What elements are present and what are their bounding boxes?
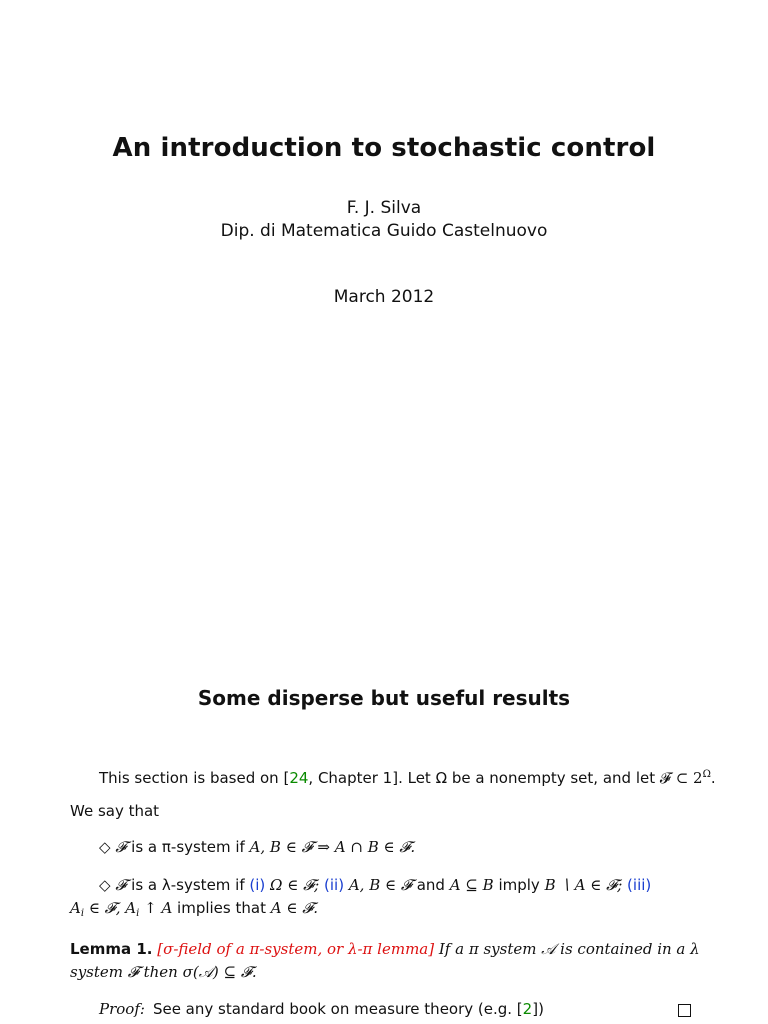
intro-sup: Ω: [702, 769, 711, 780]
list-item-pi-system: [99, 837, 415, 857]
item-math: A, B ∈ 𝓕 ⇒ A ∩ B ∈ 𝓕.: [249, 838, 416, 856]
list-item-lambda-system: [99, 875, 651, 895]
math-i: Ω ∈ 𝓕;: [265, 876, 325, 894]
math-sub-1: i: [80, 908, 85, 919]
math-iii-3: ↑ A: [139, 899, 173, 917]
author: F. J. Silva: [346, 198, 422, 218]
math-iii-1: A: [70, 899, 81, 917]
diamond-bullet-icon: ◇: [99, 838, 111, 856]
lemma-label: Lemma 1.: [70, 940, 153, 958]
math-iii-2: ∈ 𝓕, A: [84, 899, 137, 917]
ref-label-ii[interactable]: (ii): [324, 876, 345, 894]
imply-text: imply: [493, 876, 545, 894]
lemma-bracket: [σ-field of a π-system, or λ-π lemma]: [157, 940, 435, 958]
implies-text: implies that: [172, 899, 271, 917]
we-say-that: We say that: [70, 802, 160, 820]
lemma-line2: system 𝓕 then σ(𝒜) ⊆ 𝓕.: [70, 963, 257, 981]
citation-link[interactable]: 24: [289, 769, 309, 787]
intro-text: This section is based on [: [99, 769, 290, 787]
diamond-bullet-icon: ◇: [99, 876, 111, 894]
lemma-statement-1: If a π system 𝒜 is contained in a λ: [434, 940, 700, 958]
section-title: Some disperse but useful results: [197, 686, 571, 710]
item-text: is a π-system if: [126, 838, 250, 856]
proof-end: ]): [532, 1000, 544, 1018]
math-iii-4: A ∈ 𝓕.: [270, 899, 319, 917]
citation-link-2[interactable]: 2: [522, 1000, 533, 1018]
intro-end: .: [710, 769, 716, 787]
intro-math: 𝓕 ⊂ 2: [659, 769, 703, 787]
f-symbol: 𝓕: [115, 876, 127, 894]
math-sub-2: i: [136, 908, 140, 919]
math-ii-1: A, B ∈ 𝓕: [344, 876, 412, 894]
item-text: is a λ-system if: [126, 876, 250, 894]
list-item-lambda-line2: [70, 898, 318, 918]
affiliation: Dip. di Matematica Guido Castelnuovo: [220, 221, 548, 241]
document-title: An introduction to stochastic control: [112, 133, 656, 163]
proof-line: [99, 999, 544, 1019]
math-ii-2: A ⊆ B: [449, 876, 494, 894]
intro-paragraph: [99, 768, 716, 788]
lemma-line1: [70, 939, 700, 959]
proof-label: Proof:: [99, 1000, 145, 1018]
math-ii-3: B ∖ A ∈ 𝓕;: [544, 876, 628, 894]
ref-label-iii[interactable]: (iii): [627, 876, 652, 894]
date: March 2012: [333, 287, 435, 307]
ref-label-i[interactable]: (i): [249, 876, 266, 894]
proof-text: See any standard book on measure theory (e.g. [: [152, 1000, 523, 1018]
and-text: and: [411, 876, 450, 894]
f-symbol: 𝓕: [115, 838, 127, 856]
intro-text-2: , Chapter 1]. Let Ω be a nonempty set, and let: [308, 769, 660, 787]
qed-icon: [678, 1002, 691, 1021]
